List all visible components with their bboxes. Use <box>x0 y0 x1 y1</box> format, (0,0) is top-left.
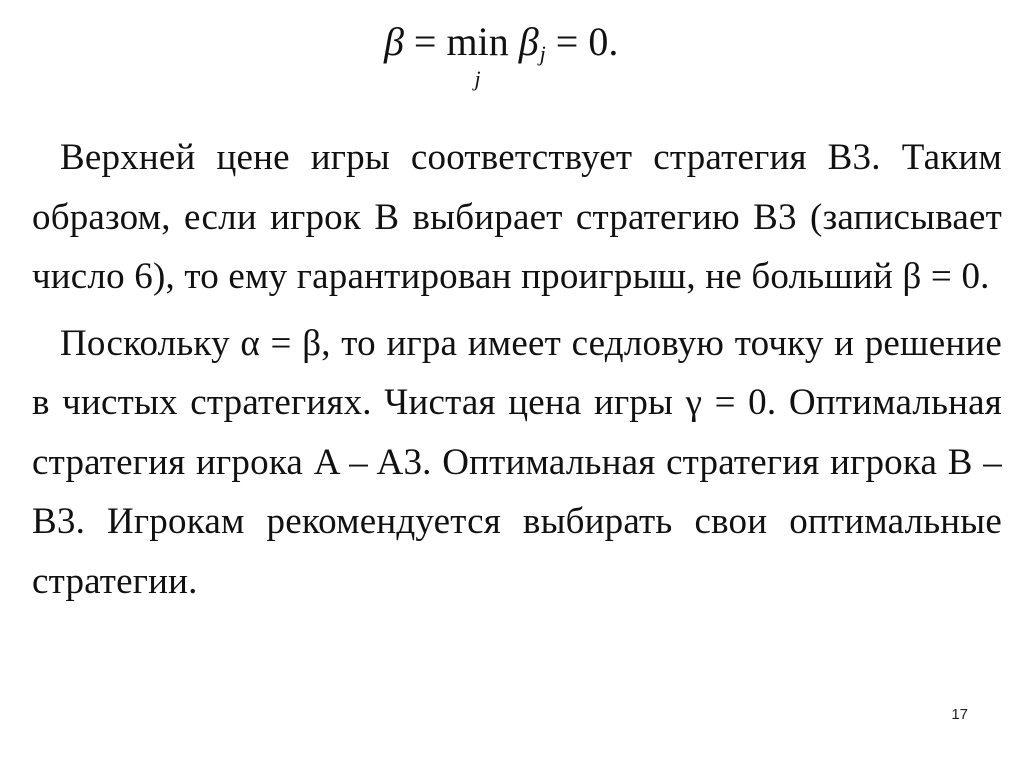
formula-min-subscript: j <box>474 66 481 91</box>
formula-min-label: min <box>446 19 509 64</box>
formula-min-operator <box>446 19 509 91</box>
paragraph-saddle-point: Поскольку α = β, то игра имеет седловую точку и решение в чистых стратегиях. Чистая цена игры γ = 0. Оптимальная стратегия игрока A – A3. Оптимальная стратегия игрока B – B3. Игрокам рекомендуется выбирать свои оптимальные стратегии. <box>32 322 1002 602</box>
paragraph-upper-price: Верхней цене игры соответствует стратегия B3. Таким образом, если игрок B выбирает стратегию B3 (записывает число 6), то ему гарантирован проигрыш, не больший β = 0. <box>32 137 1002 297</box>
slide-body <box>32 128 1002 618</box>
formula-beta-min <box>384 19 684 102</box>
formula-term-subscript: j <box>539 41 546 66</box>
formula-rhs: = 0. <box>555 19 619 64</box>
page-number: 17 <box>951 706 968 723</box>
formula-equals: = <box>413 19 437 64</box>
formula-lhs: β <box>384 19 404 64</box>
formula-term: β <box>518 19 539 64</box>
